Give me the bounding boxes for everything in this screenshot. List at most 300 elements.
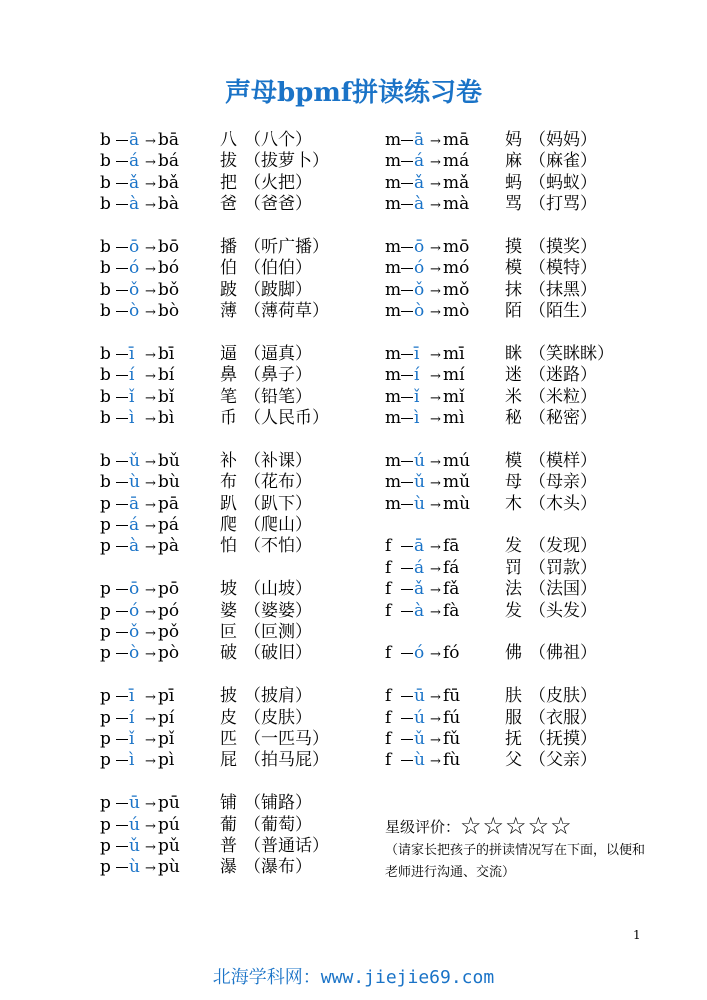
tone-vowel: ù [129, 472, 140, 493]
dash-line [401, 161, 413, 162]
tone-vowel: ǔ [414, 728, 425, 749]
parent-note: （请家长把孩子的拼读情况写在下面，以便和老师进行沟通、交流） [385, 843, 646, 880]
example-word: （秘密） [529, 408, 597, 429]
syllable-result: fó [443, 643, 460, 664]
example-word: （瀑布） [244, 857, 312, 878]
tone-vowel: ò [414, 301, 425, 322]
hanzi-character: 屁 [220, 750, 237, 771]
hanzi-character: 破 [220, 643, 237, 664]
dash-line [116, 354, 128, 355]
syllable-result: mǒ [443, 279, 470, 300]
example-word: （跛脚） [244, 279, 312, 300]
dash-line [116, 140, 128, 141]
hanzi-character: 铺 [220, 793, 237, 814]
syllable-result: pú [158, 814, 180, 835]
dash-line [116, 718, 128, 719]
dash-line [401, 546, 413, 547]
tone-vowel: í [129, 707, 135, 728]
example-word: （蚂蚁） [529, 172, 597, 193]
dash-line [401, 354, 413, 355]
initial-letter: b [100, 236, 111, 257]
example-word: （陌生） [529, 301, 597, 322]
syllable-row [385, 237, 614, 258]
syllable-result: mō [443, 236, 470, 257]
syllable-result: mǔ [443, 472, 471, 493]
hanzi-character: 蚂 [505, 172, 522, 193]
arrow-icon: → [145, 412, 156, 428]
hanzi-character: 把 [220, 172, 237, 193]
initial-letter: p [100, 686, 111, 707]
tone-vowel: ò [129, 643, 140, 664]
dash-line [116, 632, 128, 633]
syllable-row [100, 622, 329, 643]
initial-letter: m [385, 279, 402, 300]
syllable-row [385, 408, 614, 429]
syllable-row [100, 472, 329, 493]
initial-letter: m [385, 236, 402, 257]
initial-letter: b [100, 130, 111, 150]
syllable-result: mú [443, 450, 471, 471]
syllable-row [100, 301, 329, 322]
syllable-result: pū [158, 793, 180, 814]
dash-line [116, 611, 128, 612]
syllable-row [385, 130, 614, 151]
tone-vowel: ǐ [129, 386, 135, 407]
syllable-row [385, 280, 614, 301]
example-word: （皮肤） [529, 686, 597, 707]
syllable-row [100, 750, 329, 771]
tone-vowel: á [129, 151, 140, 172]
star-rating [385, 812, 573, 840]
arrow-icon: → [145, 476, 156, 492]
initial-letter: b [100, 279, 111, 300]
tone-vowel: à [129, 194, 140, 215]
syllable-row [100, 451, 329, 472]
arrow-icon: → [430, 561, 441, 577]
tone-vowel: ú [414, 707, 425, 728]
syllable-row [100, 836, 329, 857]
page-title: 声母bpmf拼读练习卷 [224, 78, 483, 108]
dash-line [401, 375, 413, 376]
initial-letter: f [385, 643, 392, 664]
dash-line [116, 696, 128, 697]
hanzi-character: 八 [220, 130, 237, 150]
dash-line [116, 247, 128, 248]
syllable-result: fū [443, 686, 461, 707]
tone-vowel: í [414, 365, 420, 386]
arrow-icon: → [430, 497, 441, 513]
hanzi-character: 币 [220, 408, 237, 429]
tone-vowel: ū [129, 793, 140, 814]
syllable-result: bò [158, 301, 180, 322]
syllable-result: pó [158, 600, 180, 621]
hanzi-character: 父 [505, 750, 522, 771]
syllable-row [100, 601, 329, 622]
hanzi-character: 抚 [505, 728, 522, 749]
initial-letter: f [385, 707, 392, 728]
tone-vowel: ǔ [414, 472, 425, 493]
example-word: （叵测） [244, 621, 312, 642]
arrow-icon: → [145, 262, 156, 278]
arrow-icon: → [430, 454, 441, 470]
tone-vowel: ī [129, 343, 135, 364]
initial-letter: m [385, 493, 402, 514]
syllable-row [385, 344, 614, 365]
tone-vowel: ù [414, 493, 425, 514]
syllable-result: mǐ [443, 386, 465, 407]
example-word: （普通话） [244, 835, 329, 856]
initial-letter: b [100, 258, 111, 279]
dash-line [401, 183, 413, 184]
initial-letter: f [385, 728, 392, 749]
arrow-icon: → [145, 604, 156, 620]
syllable-row [100, 686, 329, 707]
hanzi-character: 瀑 [220, 857, 237, 878]
syllable-result: mó [443, 258, 470, 279]
tone-vowel: à [414, 600, 425, 621]
example-word: （模样） [529, 450, 597, 471]
hanzi-character: 怕 [220, 536, 237, 557]
initial-letter: m [385, 343, 402, 364]
example-word: （薄荷草） [244, 301, 329, 322]
example-word: （发现） [529, 536, 597, 557]
initial-letter: m [385, 151, 402, 172]
initial-letter: b [100, 301, 111, 322]
syllable-result: bó [158, 258, 180, 279]
example-word: （笑眯眯） [529, 343, 614, 364]
hanzi-character: 爸 [220, 194, 237, 215]
hanzi-character: 米 [505, 386, 522, 407]
tone-vowel: ò [129, 301, 140, 322]
syllable-row [100, 515, 329, 536]
hanzi-character: 趴 [220, 493, 237, 514]
hanzi-character: 陌 [505, 301, 522, 322]
initial-letter: f [385, 686, 392, 707]
syllable-row [385, 451, 614, 472]
example-word: （人民币） [244, 408, 329, 429]
syllable-row [385, 708, 614, 729]
tone-vowel: ó [129, 600, 140, 621]
syllable-result: fā [443, 536, 460, 557]
syllable-row [385, 365, 614, 386]
footer-url[interactable]: www.jiejie69.com [320, 967, 495, 988]
syllable-row [100, 729, 329, 750]
syllable-result: fú [443, 707, 461, 728]
hanzi-character: 鼻 [220, 365, 237, 386]
tone-vowel: ǐ [414, 386, 420, 407]
initial-letter: b [100, 408, 111, 429]
hanzi-character: 眯 [505, 343, 522, 364]
initial-letter: f [385, 600, 392, 621]
initial-letter: m [385, 472, 402, 493]
initial-letter: p [100, 579, 111, 600]
tone-vowel: à [414, 194, 425, 215]
arrow-icon: → [145, 497, 156, 513]
arrow-icon: → [145, 540, 156, 556]
example-word: （皮肤） [244, 707, 312, 728]
syllable-row [100, 194, 329, 215]
hanzi-character: 逼 [220, 343, 237, 364]
syllable-result: mǎ [443, 172, 470, 193]
example-word: （花布） [244, 472, 312, 493]
example-word: （火把） [244, 172, 312, 193]
example-word: （葡萄） [244, 814, 312, 835]
example-word: （铺路） [244, 793, 312, 814]
syllable-row [385, 558, 614, 579]
initial-letter: m [385, 258, 402, 279]
arrow-icon: → [145, 198, 156, 214]
syllable-row [385, 194, 614, 215]
initial-letter: f [385, 557, 392, 578]
tone-vowel: ǎ [414, 579, 425, 600]
example-word: （抹黑） [529, 279, 597, 300]
initial-letter: p [100, 515, 111, 536]
right-column [385, 130, 614, 772]
dash-line [401, 482, 413, 483]
arrow-icon: → [430, 347, 441, 363]
initial-letter: b [100, 450, 111, 471]
syllable-result: bá [158, 151, 180, 172]
example-word: （铅笔） [244, 386, 312, 407]
syllable-row [385, 686, 614, 707]
syllable-result: bì [158, 408, 175, 429]
dash-line [401, 247, 413, 248]
left-column [100, 130, 329, 879]
dash-line [401, 504, 413, 505]
example-word: （听广播） [244, 236, 329, 257]
dash-line [116, 825, 128, 826]
tone-vowel: ā [414, 536, 425, 557]
dash-line [401, 268, 413, 269]
syllable-row [100, 387, 329, 408]
arrow-icon: → [145, 861, 156, 877]
initial-letter: p [100, 814, 111, 835]
syllable-row [100, 579, 329, 600]
example-word: （鼻子） [244, 365, 312, 386]
syllable-row [385, 750, 614, 771]
hanzi-character: 发 [505, 536, 522, 557]
syllable-row [100, 130, 329, 151]
tone-vowel: ō [129, 236, 140, 257]
example-word: （一匹马） [244, 728, 329, 749]
tone-vowel: ó [414, 643, 425, 664]
arrow-icon: → [430, 283, 441, 299]
syllable-row [385, 729, 614, 750]
dash-line [401, 418, 413, 419]
syllable-result: pù [158, 857, 180, 878]
syllable-result: mī [443, 343, 465, 364]
tone-vowel: ó [129, 258, 140, 279]
arrow-icon: → [145, 240, 156, 256]
tone-vowel: ù [129, 857, 140, 878]
syllable-row [385, 494, 614, 515]
initial-letter: b [100, 343, 111, 364]
syllable-row [385, 173, 614, 194]
star-icons[interactable]: ☆☆☆☆☆ [460, 812, 573, 840]
initial-letter: f [385, 750, 392, 771]
arrow-icon: → [430, 647, 441, 663]
dash-line [116, 311, 128, 312]
arrow-icon: → [430, 155, 441, 171]
syllable-result: pō [158, 579, 180, 600]
hanzi-character: 爬 [220, 515, 237, 536]
tone-vowel: ǔ [129, 450, 140, 471]
example-word: （不怕） [244, 536, 312, 557]
initial-letter: f [385, 579, 392, 600]
dash-line [401, 461, 413, 462]
dash-line [116, 397, 128, 398]
tone-vowel: ī [414, 343, 420, 364]
syllable-result: pǐ [158, 728, 175, 749]
example-word: （破旧） [244, 643, 312, 664]
initial-letter: p [100, 728, 111, 749]
arrow-icon: → [145, 519, 156, 535]
arrow-icon: → [145, 390, 156, 406]
tone-vowel: ī [129, 686, 135, 707]
example-word: （摸奖） [529, 236, 597, 257]
tone-vowel: ú [414, 450, 425, 471]
arrow-icon: → [145, 625, 156, 641]
syllable-row [385, 151, 614, 172]
syllable-result: pǔ [158, 835, 180, 856]
syllable-result: bā [158, 130, 180, 150]
tone-vowel: ǐ [129, 728, 135, 749]
syllable-row [100, 408, 329, 429]
example-word: （母亲） [529, 472, 597, 493]
syllable-row [385, 601, 614, 622]
hanzi-character: 发 [505, 600, 522, 621]
hanzi-character: 肤 [505, 686, 522, 707]
arrow-icon: → [145, 732, 156, 748]
rating-label: 星级评价： [385, 818, 461, 836]
tone-vowel: à [129, 536, 140, 557]
dash-line [401, 653, 413, 654]
example-word: （披肩） [244, 686, 312, 707]
dash-line [401, 311, 413, 312]
syllable-row [385, 579, 614, 600]
dash-line [116, 589, 128, 590]
syllable-result: fà [443, 600, 460, 621]
syllable-result: bà [158, 194, 180, 215]
tone-vowel: ā [129, 130, 140, 150]
hanzi-character: 罚 [505, 557, 522, 578]
arrow-icon: → [430, 754, 441, 770]
initial-letter: m [385, 301, 402, 322]
hanzi-character: 麻 [505, 151, 522, 172]
syllable-row [100, 857, 329, 878]
initial-letter: b [100, 472, 111, 493]
example-word: （拔萝卜） [244, 151, 329, 172]
hanzi-character: 抹 [505, 279, 522, 300]
syllable-row [100, 708, 329, 729]
syllable-result: pì [158, 750, 175, 771]
arrow-icon: → [145, 176, 156, 192]
hanzi-character: 佛 [505, 643, 522, 664]
hanzi-character: 补 [220, 450, 237, 471]
tone-vowel: á [129, 515, 140, 536]
arrow-icon: → [430, 305, 441, 321]
tone-vowel: ā [414, 130, 425, 150]
initial-letter: b [100, 365, 111, 386]
tone-vowel: ā [129, 493, 140, 514]
syllable-row [385, 472, 614, 493]
hanzi-character: 服 [505, 707, 522, 728]
arrow-icon: → [430, 604, 441, 620]
syllable-result: bǐ [158, 386, 175, 407]
arrow-icon: → [145, 754, 156, 770]
tone-vowel: ǎ [414, 172, 425, 193]
arrow-icon: → [145, 647, 156, 663]
dash-line [401, 589, 413, 590]
example-word: （法国） [529, 579, 597, 600]
footer [0, 963, 707, 989]
syllable-row [385, 536, 614, 557]
dash-line [401, 140, 413, 141]
example-word: （拍马屁） [244, 750, 329, 771]
hanzi-character: 皮 [220, 707, 237, 728]
dash-line [401, 568, 413, 569]
initial-letter: p [100, 621, 111, 642]
dash-line [401, 760, 413, 761]
initial-letter: p [100, 493, 111, 514]
tone-vowel: á [414, 557, 425, 578]
arrow-icon: → [430, 369, 441, 385]
dash-line [116, 803, 128, 804]
initial-letter: b [100, 172, 111, 193]
tone-vowel: ǎ [129, 172, 140, 193]
syllable-row [385, 643, 614, 664]
arrow-icon: → [145, 711, 156, 727]
dash-line [116, 760, 128, 761]
arrow-icon: → [145, 797, 156, 813]
arrow-icon: → [145, 583, 156, 599]
hanzi-character: 普 [220, 835, 237, 856]
arrow-icon: → [430, 198, 441, 214]
initial-letter: m [385, 450, 402, 471]
syllable-result: mí [443, 365, 465, 386]
example-word: （罚款） [529, 557, 597, 578]
dash-line [401, 290, 413, 291]
example-word: （八个） [244, 130, 312, 150]
arrow-icon: → [145, 155, 156, 171]
arrow-icon: → [430, 240, 441, 256]
hanzi-character: 母 [505, 472, 522, 493]
example-word: （趴下） [244, 493, 312, 514]
syllable-row [100, 815, 329, 836]
arrow-icon: → [145, 134, 156, 149]
dash-line [116, 482, 128, 483]
arrow-icon: → [430, 176, 441, 192]
dash-line [116, 546, 128, 547]
example-word: （迷路） [529, 365, 597, 386]
syllable-row [100, 494, 329, 515]
dash-line [401, 696, 413, 697]
syllable-result: fǔ [443, 728, 461, 749]
syllable-result: bī [158, 343, 175, 364]
hanzi-character: 摸 [505, 236, 522, 257]
arrow-icon: → [430, 390, 441, 406]
dash-line [401, 739, 413, 740]
hanzi-character: 模 [505, 450, 522, 471]
arrow-icon: → [145, 818, 156, 834]
initial-letter: p [100, 835, 111, 856]
arrow-icon: → [430, 583, 441, 599]
hanzi-character: 伯 [220, 258, 237, 279]
arrow-icon: → [430, 476, 441, 492]
dash-line [116, 418, 128, 419]
dash-line [116, 375, 128, 376]
arrow-icon: → [430, 134, 441, 149]
